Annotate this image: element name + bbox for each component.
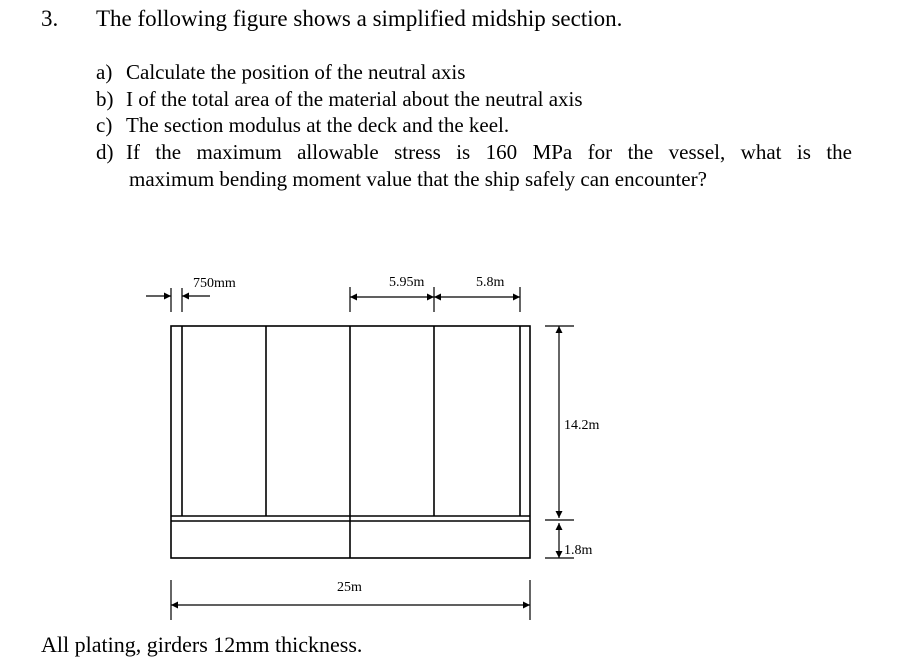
part-a-text: Calculate the position of the neutral axis — [126, 60, 466, 84]
part-c-text: The section modulus at the deck and the keel. — [126, 113, 510, 137]
part-d-label: d) — [96, 140, 114, 164]
label-5-95m: 5.95m — [389, 275, 425, 290]
part-d-text-line1: If the maximum allowable stress is 160 MPa for the vessel, what is the — [126, 140, 852, 164]
part-c-label: c) — [96, 113, 113, 137]
label-5-8m: 5.8m — [476, 275, 505, 290]
label-14-2m: 14.2m — [564, 418, 600, 433]
label-750mm: 750mm — [193, 276, 236, 291]
part-b-label: b) — [96, 87, 114, 111]
part-a-label: a) — [96, 60, 113, 84]
question-intro: The following figure shows a simplified midship section. — [96, 6, 623, 31]
label-1-8m: 1.8m — [564, 543, 593, 558]
footer-note: All plating, girders 12mm thickness. — [41, 632, 363, 657]
part-b-text: I of the total area of the material about the neutral axis — [126, 87, 583, 111]
part-d-text-line2: maximum bending moment value that the ship safely can encounter? — [129, 167, 707, 191]
question-number: 3. — [41, 6, 59, 31]
label-25m: 25m — [337, 580, 362, 595]
